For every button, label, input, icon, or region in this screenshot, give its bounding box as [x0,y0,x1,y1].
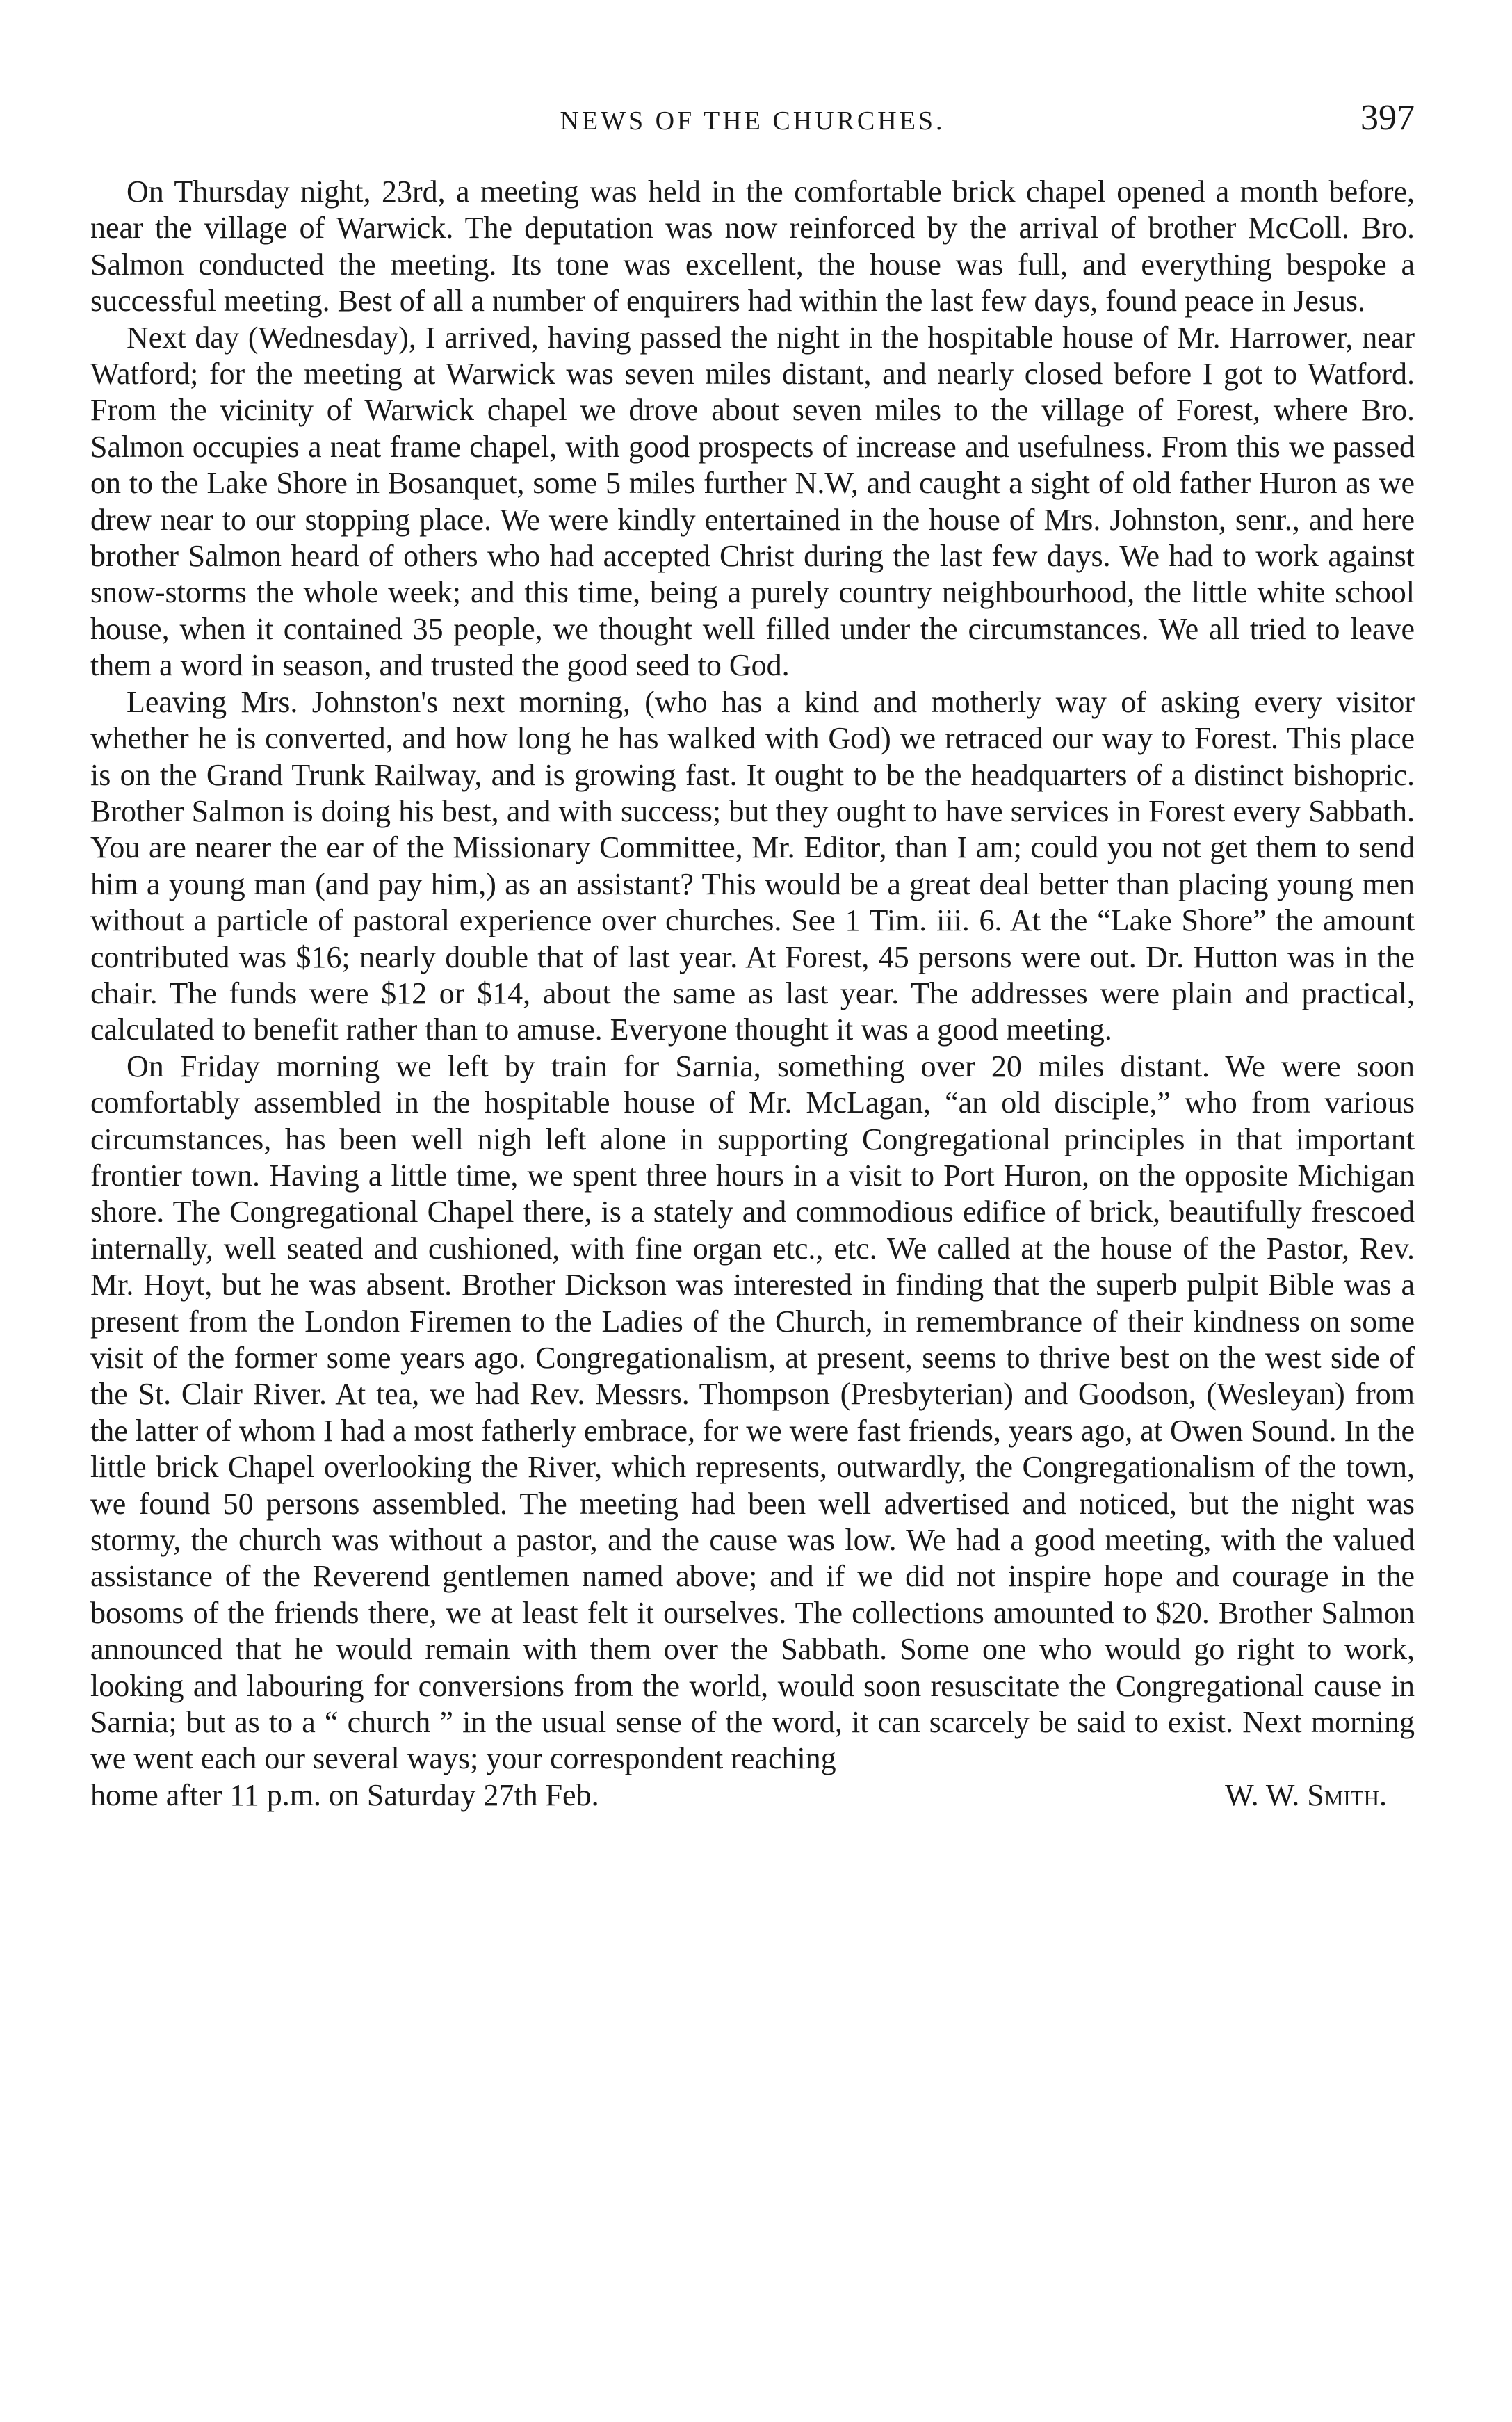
page-number: 397 [1360,98,1415,138]
document-page [90,97,1415,2364]
closing-line [90,1777,1415,1814]
article-body [90,174,1415,1777]
paragraph: Leaving Mrs. Johnston's next morning, (who has a kind and motherly way of asking every visitor whether he is converted, and how long he has walked with God) we retraced our way to Forest. This place is on the Grand Trunk Railway, and is growing fast. It ought to be the headquarters of a distinct bishopric. Brother Salmon is doing his best, and with success; but they ought to have services in Forest every Sabbath. You are nearer the ear of the Missionary Committee, Mr. Editor, than I am; could you not get them to send him a young man (and pay him,) as an assistant? This would be a great deal better than placing young men without a particle of pastoral experience over churches. See 1 Tim. iii. 6. At the “Lake Shore” the amount contributed was $16; nearly double that of last year. At Forest, 45 persons were out. Dr. Hutton was in the chair. The funds were $12 or $14, about the same as last year. The addresses were plain and practical, calculated to benefit rather than to amuse. Everyone thought it was a good meeting. [90,684,1415,1047]
running-header [90,97,1415,146]
paragraph: On Thursday night, 23rd, a meeting was held in the comfortable brick chapel opened a month before, near the village of Warwick. The deputation was now reinforced by the arrival of brother McColl. Bro. Salmon conducted the meeting. Its tone was excellent, the house was full, and everything bespoke a successful meeting. Best of all a number of enquirers had within the last few days, found peace in Jesus. [90,175,1415,318]
running-title: NEWS OF THE CHURCHES. [560,106,945,136]
author-signature: W. W. Smith. [1225,1777,1387,1812]
paragraph: On Friday morning we left by train for Sarnia, something over 20 miles distant. We were soon comfortably assembled in the hospitable house of Mr. McLagan, “an old disciple,” who from various circumstances, has been well nigh left alone in supporting Congregational principles in that important frontier town. Having a little time, we spent three hours in a visit to Port Huron, on the opposite Michigan shore. The Congregational Chapel there, is a stately and commodious edifice of brick, beautifully frescoed internally, well seated and cushioned, with fine organ etc., etc. We called at the house of the Pastor, Rev. Mr. Hoyt, but he was absent. Brother Dickson was interested in finding that the superb pulpit Bible was a present from the London Firemen to the Ladies of the Church, in remembrance of their kindness on some visit of the former some years ago. Congregationalism, at present, seems to thrive best on the west side of the St. Clair River. At tea, we had Rev. Messrs. Thompson (Presbyterian) and Goodson, (Wesleyan) from the latter of whom I had a most fatherly embrace, for we were fast friends, years ago, at Owen Sound. In the little brick Chapel overlooking the River, which represents, outwardly, the Congregationalism of the town, we found 50 persons assembled. The meeting had been well advertised and noticed, but the night was stormy, the church was without a pastor, and the cause was low. We had a good meeting, with the valued assistance of the Reverend gentlemen named above; and if we did not inspire hope and courage in the bosoms of the friends there, we at least felt it ourselves. The collections amounted to $20. Brother Salmon announced that he would remain with them over the Sabbath. Some one who would go right to work, looking and labouring for conversions from the world, would soon resuscitate the Congregational cause in Sarnia; but as to a “ church ” in the usual sense of the word, it can scarcely be said to exist. Next morning we went each our several ways; your correspondent reaching [90,1049,1415,1776]
closing-text: home after 11 p.m. on Saturday 27th Feb. [90,1777,599,1812]
paragraph: Next day (Wednesday), I arrived, having passed the night in the hospitable house of Mr. Harrower, near Watford; for the meeting at Warwick was seven miles distant, and nearly closed before I got to Watford. From the vicinity of Warwick chapel we drove about seven miles to the village of Forest, where Bro. Salmon occupies a neat frame chapel, with good prospects of increase and usefulness. From this we passed on to the Lake Shore in Bosanquet, some 5 miles further N.W, and caught a sight of old father Huron as we drew near to our stopping place. We were kindly entertained in the house of Mrs. Johnston, senr., and here brother Salmon heard of others who had accepted Christ during the last few days. We had to work against snow-storms the whole week; and this time, being a purely country neighbourhood, the little white school house, when it contained 35 people, we thought well filled under the circumstances. We all tried to leave them a word in season, and trusted the good seed to God. [90,320,1415,683]
